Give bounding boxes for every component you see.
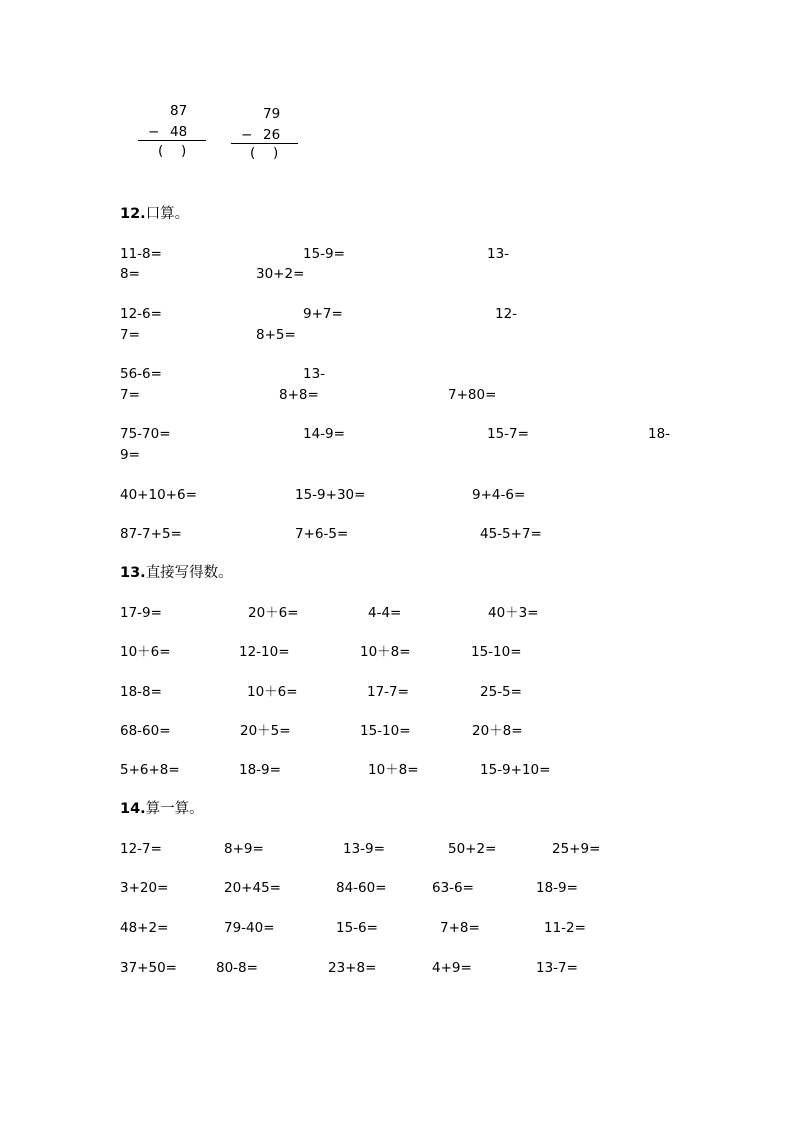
problem: 15-9= bbox=[303, 246, 345, 262]
problem: 3+20= bbox=[120, 880, 169, 896]
problem: 20+45= bbox=[224, 880, 281, 896]
problem: 13-7= bbox=[536, 960, 578, 976]
problem: 17-7= bbox=[367, 684, 409, 700]
problem: 11-2= bbox=[544, 920, 586, 936]
problem: 18-8= bbox=[120, 684, 162, 700]
problem: 15-10= bbox=[360, 723, 411, 739]
problem: 80-8= bbox=[216, 960, 258, 976]
problem: 13-9= bbox=[343, 841, 385, 857]
problem: 45-5+7= bbox=[480, 526, 542, 542]
section-title: 直接写得数。 bbox=[145, 565, 233, 581]
problem: 40+10+6= bbox=[120, 487, 197, 503]
problem: 7+6-5= bbox=[295, 526, 349, 542]
problem: 11-8= bbox=[120, 246, 162, 262]
problem: 7+8= bbox=[440, 920, 480, 936]
problem: 9+7= bbox=[303, 306, 343, 322]
problem: 79-40= bbox=[224, 920, 275, 936]
problem: 14-9= bbox=[303, 426, 345, 442]
problem: 18- bbox=[648, 426, 671, 442]
minus-sign: − bbox=[241, 127, 253, 143]
problem: 8+8= bbox=[279, 387, 319, 403]
problem: 20＋6= bbox=[248, 605, 299, 621]
minus-sign: − bbox=[148, 124, 160, 140]
problem: 68-60= bbox=[120, 723, 171, 739]
section-number: 14. bbox=[120, 801, 146, 817]
section-12-heading bbox=[120, 205, 189, 223]
problem: 10＋6= bbox=[120, 644, 171, 660]
problem: 48+2= bbox=[120, 920, 169, 936]
problem: 63-6= bbox=[432, 880, 474, 896]
problem: 4-4= bbox=[368, 605, 402, 621]
section-number: 13. bbox=[120, 565, 146, 581]
problem: 8+5= bbox=[256, 327, 296, 343]
problem: 23+8= bbox=[328, 960, 377, 976]
subtrahend: 26 bbox=[263, 127, 281, 143]
problem-continuation: 9= bbox=[120, 447, 140, 463]
subtrahend: 48 bbox=[170, 124, 188, 140]
problem: 4+9= bbox=[432, 960, 472, 976]
problem: 75-70= bbox=[120, 426, 171, 442]
problem: 87-7+5= bbox=[120, 526, 182, 542]
section-13-heading bbox=[120, 564, 233, 582]
problem: 8+9= bbox=[224, 841, 264, 857]
problem: 12- bbox=[495, 306, 518, 322]
problem: 13- bbox=[303, 366, 326, 382]
problem: 5+6+8= bbox=[120, 762, 180, 778]
problem: 50+2= bbox=[448, 841, 497, 857]
problem: 10＋8= bbox=[368, 762, 419, 778]
section-title: 口算。 bbox=[145, 206, 190, 222]
problem: 40＋3= bbox=[488, 605, 539, 621]
divider-line bbox=[231, 143, 298, 144]
problem: 15-6= bbox=[336, 920, 378, 936]
problem: 25-5= bbox=[480, 684, 522, 700]
section-title: 算一算。 bbox=[145, 801, 204, 817]
problem: 12-10= bbox=[239, 644, 290, 660]
problem: 10＋8= bbox=[360, 644, 411, 660]
problem: 12-6= bbox=[120, 306, 162, 322]
problem: 15-10= bbox=[471, 644, 522, 660]
problem: 15-9+30= bbox=[295, 487, 366, 503]
problem-continuation: 7= bbox=[120, 327, 140, 343]
problem: 7+80= bbox=[448, 387, 497, 403]
problem: 13- bbox=[487, 246, 510, 262]
section-14-heading bbox=[120, 800, 204, 818]
minuend: 87 bbox=[170, 103, 188, 119]
problem: 10＋6= bbox=[247, 684, 298, 700]
problem: 84-60= bbox=[336, 880, 387, 896]
minuend: 79 bbox=[263, 106, 281, 122]
problem-continuation: 7= bbox=[120, 387, 140, 403]
section-number: 12. bbox=[120, 206, 146, 222]
divider-line bbox=[138, 140, 206, 141]
problem: 15-7= bbox=[487, 426, 529, 442]
problem: 20＋8= bbox=[472, 723, 523, 739]
problem: 15-9+10= bbox=[480, 762, 551, 778]
problem: 37+50= bbox=[120, 960, 177, 976]
problem: 30+2= bbox=[256, 266, 305, 282]
problem: 18-9= bbox=[239, 762, 281, 778]
problem: 18-9= bbox=[536, 880, 578, 896]
problem: 17-9= bbox=[120, 605, 162, 621]
problem: 56-6= bbox=[120, 366, 162, 382]
problem: 12-7= bbox=[120, 841, 162, 857]
problem: 9+4-6= bbox=[472, 487, 526, 503]
problem-continuation: 8= bbox=[120, 266, 140, 282]
answer-blank: ( ) bbox=[158, 143, 187, 159]
answer-blank: ( ) bbox=[250, 145, 279, 161]
problem: 20＋5= bbox=[240, 723, 291, 739]
problem: 25+9= bbox=[552, 841, 601, 857]
